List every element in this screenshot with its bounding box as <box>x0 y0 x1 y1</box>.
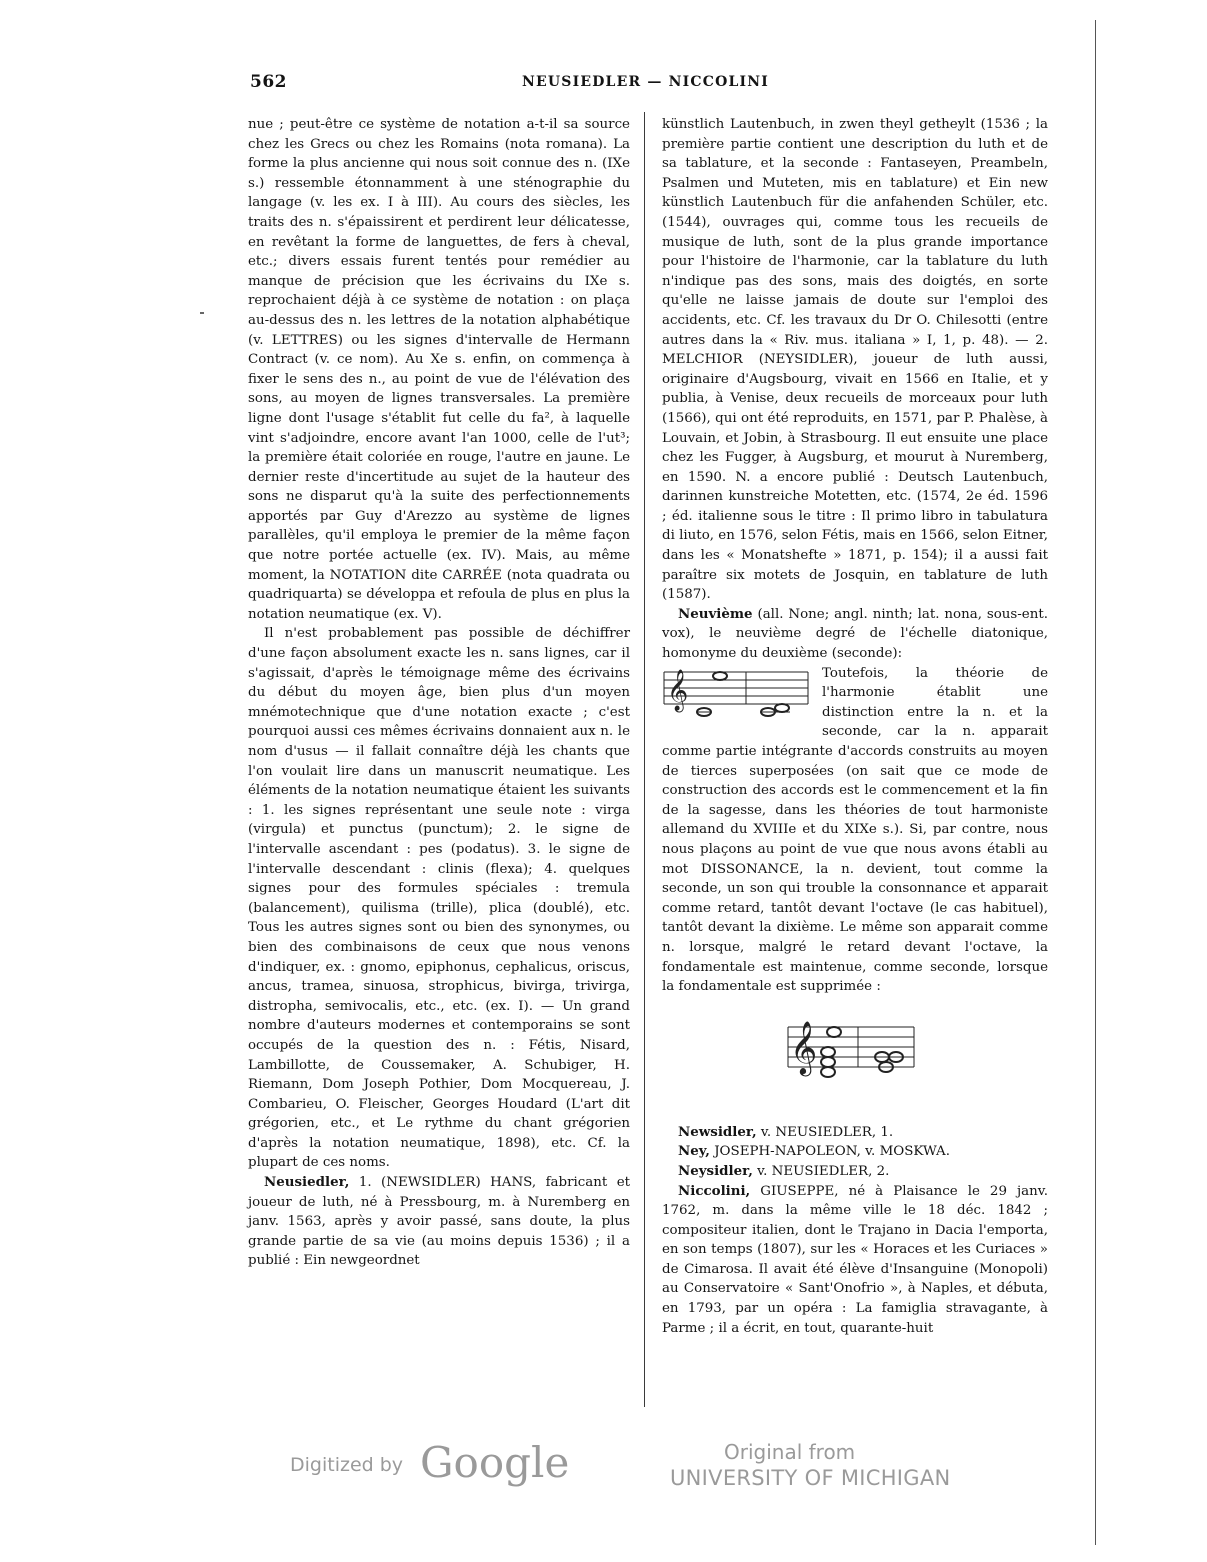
original-from-label: Original from <box>724 1440 856 1464</box>
running-title: NEUSIEDLER — NICCOLINI <box>522 74 770 90</box>
entry-niccolini <box>662 1182 1048 1339</box>
paragraph-neumes-history: nue ; peut-être ce système de notation a-t-il sa source chez les Grecs ou chez les Romains (nota romana). La forme la plus ancienne qui nous soit connue des n. (IXe s.) ressemble étonnamment à une sténographie du langage (v. les ex. I à III). Au cours des siècles, les traits des n. s'épaissirent et perdirent leur délicatesse, en revêtant la forme de languettes, de fers à cheval, etc.; divers essais furent tentés pour remédier au manque de précision que les écrivains du IXe s. reprochaient déjà à ce système de notation : on plaça au-dessus des n. les lettres de la notation alphabétique (v. LETTRES) ou les signes d'intervalle de Hermann Contract (v. ce nom). Au Xe s. enfin, on commença à fixer le sens des n., au point de vue de l'élévation des sons, au moyen de lignes transversales. La première ligne dont l'usage s'établit fut celle du fa², à laquelle vint s'adjoindre, encore avant l'an 1000, celle de l'ut³; la première était coloriée en rouge, l'autre en jaune. Le dernier reste d'incertitude au sujet de la hauteur des sons ne disparut qu'à la suite des perfectionnements apportés par Guy d'Arezzo au système de lignes parallèles, qu'il employa le premier de la même façon que notre portée actuelle (ex. IV). Mais, au même moment, la NOTATION dite CARRÉE (nota quadrata ou quadriquarta) se développa et refoula de plus en plus la notation neumatique (ex. V). <box>248 117 630 622</box>
entry-newsidler <box>662 1123 1048 1143</box>
page-header <box>250 72 1040 98</box>
entry-headword: Neusiedler, <box>264 1174 350 1191</box>
entry-neysidler <box>662 1162 1048 1182</box>
digitized-by-label: Digitized by <box>290 1454 404 1476</box>
entry-text: v. NEUSIEDLER, 1. <box>760 1124 894 1140</box>
left-column <box>248 115 630 1271</box>
entry-text: (all. None; angl. ninth; lat. nona, sous-ent. vox), le neuvième degré de l'échelle diatonique, homonyme du deuxième (seconde): <box>662 606 1048 662</box>
entry-text: JOSEPH-NAPOLEON, v. MOSKWA. <box>714 1144 950 1160</box>
paragraph-neumes-deciphering: Il n'est probablement pas possible de déchiffrer d'une façon absolument exacte les n. sans lignes, car il s'agissait, d'après le témoignage même des écrivains du début du moyen âge, bien plus d'un moyen mnémotechnique que d'une notation exacte ; c'est pourquoi aussi ces mêmes écrivains donnaient aux n. le nom d'usus — il fallait connaître déjà les chants que l'on voulait lire dans un manuscrit neumatique. Les éléments de la notation neumatique étaient les suivants : 1. les signes représentant une seule note : virga (virgula) et punctus (punctum); 2. le signe de l'intervalle ascendant : pes (podatus). 3. le signe de l'intervalle descendant : clinis (flexa); 4. quelques signes pour des formules spéciales : tremula (balancement), quilisma (trille), plica (doublé), etc. Tous les autres signes sont ou bien des synonymes, ou bien des combinaisons de ceux que nous venons d'indiquer, ex. : gnomo, epiphonus, cephalicus, oriscus, ancus, tramea, sinuosa, strophicus, bivirga, trivirga, distropha, semivocalis, etc., etc. (ex. I). — Un grand nombre d'auteurs modernes et contemporains se sont occupés de la question des n. : Fétis, Nisard, Lambillotte, de Coussemaker, A. Schubiger, H. Riemann, Dom Joseph Pothier, Dom Mocquereau, J. Combarieu, O. Fleischer, Georges Houdard (L'art dit grégorien, etc., et Le rythme du chant grégorien d'après la notation neumatique, 1898), etc. Cf. la plupart de ces noms. <box>248 626 630 1171</box>
entry-headword: Niccolini, <box>678 1182 751 1199</box>
digitization-watermark <box>0 1440 1207 1500</box>
institution-name: UNIVERSITY OF MICHIGAN <box>670 1466 951 1490</box>
entry-text: GIUSEPPE, né à Plaisance le 29 janv. 1762, m. dans la même ville le 18 déc. 1842 ; compositeur italien, dont le Trajano in Dacia l'emporta, en son temps (1807), sur les « Horaces et les Curiaces » de Cimarosa. Il avait été élève d'Insanguine (Monopoli) au Conservatoire « Sant'Onofrio », à Naples, et débuta, en 1793, par un opéra : La famiglia stravagante, à Parme ; il a écrit, en tout, quarante-huit <box>662 1183 1048 1336</box>
svg-text:𝄞: 𝄞 <box>667 669 689 711</box>
scan-edge-line <box>1095 20 1096 1545</box>
entry-headword: Newsidler, <box>678 1123 757 1140</box>
entry-headword: Ney, <box>678 1143 710 1160</box>
svg-text:𝄞: 𝄞 <box>790 1019 818 1074</box>
page-number: 562 <box>250 72 287 92</box>
entry-ney <box>662 1142 1048 1162</box>
google-logo: Google <box>420 1438 570 1487</box>
paragraph-neusiedler-cont: künstlich Lautenbuch, in zwen theyl getheylt (1536 ; la première partie contient une description du luth et de sa tablature, et la seconde : Fantaseyen, Preambeln, Psalmen und Muteten, mis en tablature) et Ein new künstlich Lautenbuch für die anfahenden Schüler, etc. (1544), ouvrages qui, comme tous les recueils de musique de luth, sont de la plus grande importance pour l'histoire de l'harmonie, car la tablature du luth n'indique pas des sons, mais des doigtés, en sorte qu'elle ne laisse jamais de doute sur l'emploi des accidents, etc. Cf. les travaux du Dr O. Chilesotti (entre autres dans la « Riv. mus. italiana » I, 1, p. 48). — 2. MELCHIOR (NEYSIDLER), joueur de luth aussi, originaire d'Augsbourg, vivait en 1566 en Italie, et y publia, à Venise, deux recueils de morceaux pour luth (1566), qui ont été reproduits, en 1571, par P. Phalèse, à Louvain, et Jobin, à Strasbourg. Il eut ensuite une place chez les Fugger, à Augsburg, et mourut à Nuremberg, en 1590. N. a encore publié : Deutsch Lautenbuch, darinnen kunstreiche Motetten, etc. (1574, 2e éd. 1596 ; éd. italienne sous le titre : Il primo libro in tabulatura di liuto, en 1576, selon Fétis, mais en 1566, selon Eitner, dans les « Monatshefte » 1871, p. 154); il a aussi fait paraître six motets de Josquin, en tablature de luth (1587). <box>662 117 1048 603</box>
music-example-ninth <box>662 666 812 724</box>
music-example-ninth-chords <box>662 1017 1048 1097</box>
entry-headword: Neysidler, <box>678 1162 753 1179</box>
paragraph-neuvieme-cont: Toutefois, la théorie de l'harmonie établit une distinction entre la n. et la seconde, car la n. apparait comme partie intégrante d'accords construits au moyen de tierces superposées (on sait que ce mode de construction des accords est le commencement et la fin de la sagesse, dans les théories de tout harmoniste allemand du XVIIIe et du XIXe s.). Si, par contre, nous nous plaçons au point de vue que nous avons établi au mot DISSONANCE, la n. devient, tout comme la seconde, un son qui trouble la consonnance et apparait comme retard, tantôt devant l'octave (le cas habituel), tantôt devant la dixième. Le même son apparait comme n. lorsque, malgré le retard devant l'octave, la fondamentale est maintenue, comme seconde, lorsque la fondamentale est supprimée : <box>662 665 1048 995</box>
entry-text: v. NEUSIEDLER, 2. <box>757 1163 890 1179</box>
margin-mark <box>200 312 204 314</box>
entry-text: 1. (NEWSIDLER) HANS, fabricant et joueur de luth, né à Pressbourg, m. à Nuremberg en janv. 1563, après y avoir passé, sans doute, la plus grande partie de sa vie (au moins depuis 1536) ; il a publié : Ein newgeordnet <box>248 1175 630 1269</box>
right-column <box>662 115 1048 1338</box>
entry-neuvieme <box>662 605 1048 664</box>
entry-neusiedler <box>248 1173 630 1271</box>
entry-headword: Neuvième <box>678 605 753 622</box>
column-divider <box>644 112 645 1407</box>
